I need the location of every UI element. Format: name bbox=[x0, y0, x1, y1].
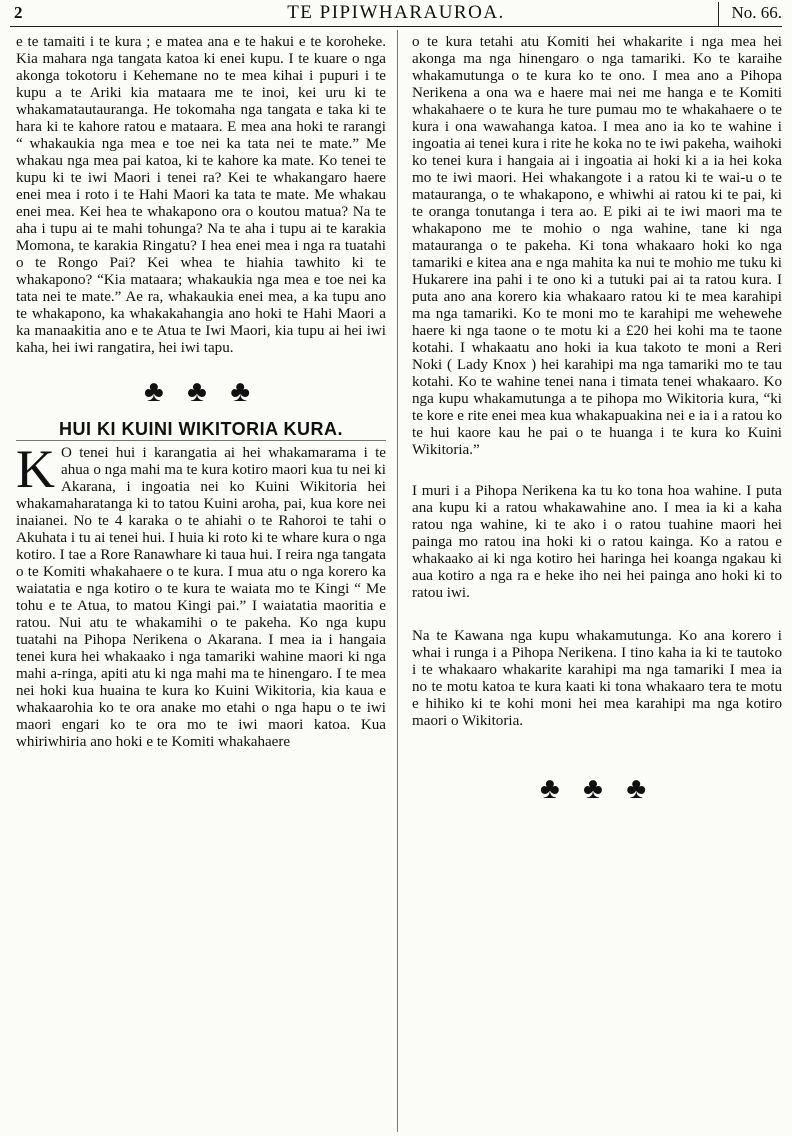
masthead-title: TE PIPIWHARAUROA. bbox=[287, 2, 505, 23]
article-heading: HUI KI KUINI WIKITORIA KURA. bbox=[16, 421, 386, 441]
article-paragraph: I muri i a Pihopa Nerikena ka tu ko tona hoa wahine. I puta ana kupu ki a ratou whakawahine ano. I mea ia ki a kaha ratou nga wahine, ki te ako i o ratou tuahine maori hei painga mo ratou ina hoki ki o ratou kainga. Ko a ratou e whakaako ai ki nga kotiro hei haringa hei koanga ngakau ki aua kotiro a nga ra e heke iho nei hei painga ano hoki ki to ratou iwi. bbox=[412, 483, 782, 601]
paragraph-text: O tenei hui i karangatia ai hei whakamarama i te ahua o nga mahi ma te kura kotiro maori kua tu nei ki Akarana, i ingoatia nei ko Kuini Wikitoria hei whakamaharatanga ki to tatou Kuini aroha, pai, kua kore nei inaianei. No te 4 karaka o te ahiahi o te Rahoroi te tahi o Akuhata i tu ai tenei hui. I huia ki roto ki te whare kura o nga kotiro. I tae a Rore Ranawhare ki taua hui. I reira nga tangata o te Komiti whakahaere o te kura. I mua atu o nga korero ka waiatatia e nga kotiro o te kura te waiata mo te Kingi “ Me tohu e te Atua, to matou Kingi pai.” I waiatatia maoritia e ratou. Nui atu te whakamihi o te pakeha. Ko nga kupu tuatahi na Pihopa Nerikena o Akarana. I mea ia i hangaia tenei kura hei whakaako i nga tamariki wahine maori ki nga mahi a-ringa, apiti atu ki nga mahi ma te hinengaro. I te mea nei hoki kua huaina te kura ko Kuini Wikitoria, kia kaua e whakaarohia ko te ora anake mo etahi o nga hapu o te iwi maori engari ko te ora mo te iwi maori katoa. Kua whiriwhiria ano hoki e te Komiti whakahaere bbox=[16, 445, 386, 750]
page-number: 2 bbox=[14, 3, 23, 22]
page-header bbox=[10, 0, 782, 27]
column-divider bbox=[397, 30, 398, 1132]
article-paragraph: Na te Kawana nga kupu whakamutunga. Ko ana korero i whai i runga i a Pihopa Nerikena. I tino kaha ia ki te tautoko i te whakaaro whakarite karahipi ma nga tamariki I mea ia no te motu katoa te kura kaati ki tona whakaaro tera te motu e hihiko ki te kohi moni hei mea karahipi ma nga kotiro maori o Wikitoria. bbox=[412, 628, 782, 729]
drop-cap: K bbox=[16, 439, 55, 499]
left-column bbox=[16, 34, 386, 751]
right-column bbox=[412, 34, 782, 818]
shamrock-separator: ♣ ♣ ♣ bbox=[143, 375, 259, 408]
article-paragraph: o te kura tetahi atu Komiti hei whakarite i nga mea hei akonga ma nga hinengaro o nga tamariki. Ko te karaihe whakamutunga o te kura ko te ono. I mea ano a Pihopa Nerikena a ona wa e haere mai nei me hanga e te Komiti whakahaere o te kura he ture pumau mo te whakahaere o te kura i ona wawahanga katoa. I mea ano ia ko te wahine i ingoatia ai tenei kura i rite he koka no te iwi pakeha, waihoki ko tenei kura i hangaia ai i ingoatia ai hoki ki a ia hei koka mo te iwi maori. Hei whakangote i a ratou ki te wai-u o te matauranga, o te whakapono, e whiwhi ai ratou ki te pai, ki te oranga tonutanga i tera ao. E piki ai te iwi maori ma te whakapono me te mohio o nga wahine, tane ki nga matauranga o te pakeha. Ki tona whakaaro hoki ko nga tamariki e kitea ana e nga mahita ka nui te mohio me tuku ki Hukarere ina pahi i te ono ki a tutuki pai ai ta ratou kura. I puta ano ana korero kia whakaaro ratou ki te mea karahipi ma nga tamariki. Ko te moni mo te karahipi me wehewehe haere ki nga taone o te motu ki a £20 hei kohi ma te taone kotahi. I whakaatu ano hoki ia kua takoto te moni a Reri Noki ( Lady Knox ) hei karahipi ma nga tamariki mo te tau kotahi. Ko te wahine tenei nana i timata tenei whakaaro. Ko nga kupu whakamutunga a te pihopa mo Wikitoria kura, “ki te kore e rite enei mea kua whakapuakina nei e ia i a ratou ko te hui kaore kau he pai o te huanga i te kura ko Kuini Wikitoria.” bbox=[412, 34, 782, 458]
article-paragraph: e te tamaiti i te kura ; e matea ana e te hakui e te koroheke. Kia mahara nga tangata katoa ki enei kupu. I te kuare o nga akonga tokotoru i Kehemane no te mea kihai i pupuri i te kupu a te Ariki kia mataara me te inoi, kei uru ki te whakamatautauranga. He tokomaha nga tangata e taka ki te hara ki te kahore ratou e mataara. E mea ana hoki te rarangi “ whakaukia nga mea e toe nei ka tata nei te mate.” Me whakau nga mea pai katoa, ki te kahore ka mate. Ko tenei te kupu ki te iwi Maori i tenei ra? Kei te whakangaro haere enei mea i roto i te Hahi Maori ka tata te mate. Me whakau enei mea. Kei hea te whakapono ora o koutou matua? Na te aha i tupu ai te mahi tohunga? Na te aha i tupu ai te karakia Momona, te karakia Ringatu? I hea enei mea i nga ra tuatahi o te Rongo Pai? Kei whea te hiahia tawhito ki te whakapono? “Kia mataara; whakaukia nga mea e toe nei ka tata nei te mate.” Ae ra, whakaukia enei mea, a ka tupu ano te whakapono, ka whakakahangia ano hoki te Hahi Maori a ka manaakitia ano e te Atua te Iwi Maori, kia tupu ai hei iwi kaha, hei iwi rangatira, hei iwi tapu. bbox=[16, 34, 386, 356]
shamrock-separator: ♣ ♣ ♣ bbox=[539, 772, 655, 805]
article-paragraph bbox=[16, 439, 386, 751]
issue-number: No. 66. bbox=[718, 2, 782, 26]
